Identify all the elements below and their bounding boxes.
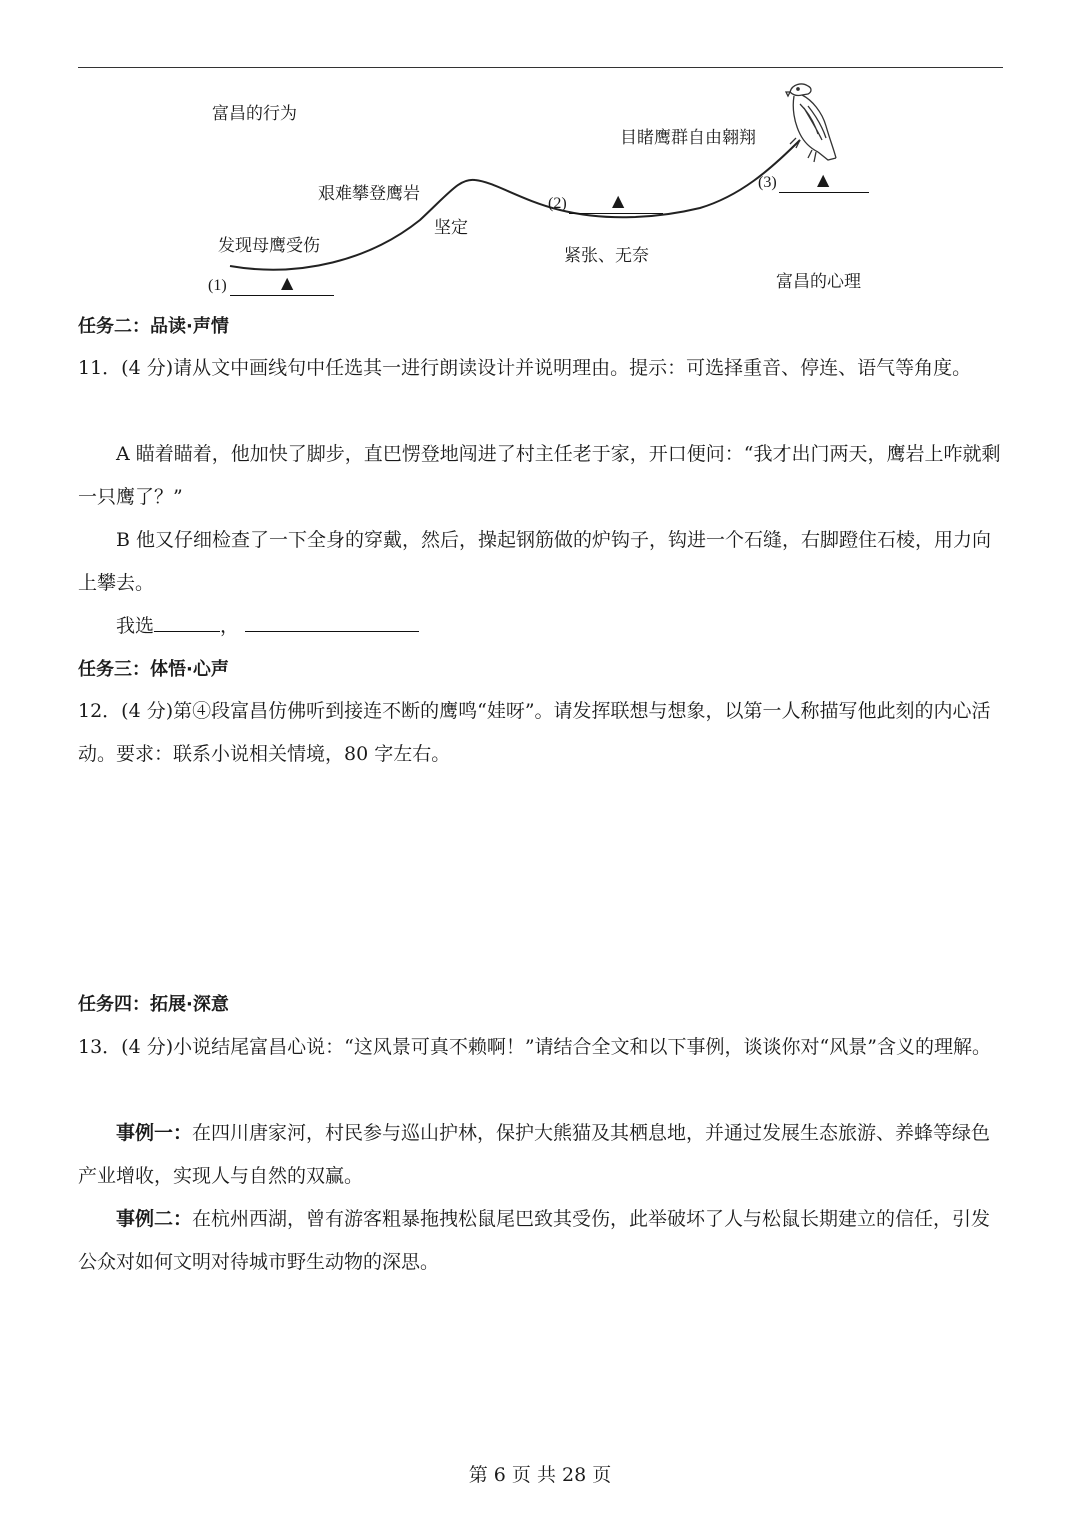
question-11: 11．(4 分)请从文中画线句中任选其一进行朗读设计并说明理由。提示：可选择重音、停连、语气等角度。	[78, 357, 972, 379]
example-1-label: 事例一：	[116, 1122, 193, 1144]
reason-blank[interactable]	[245, 613, 419, 632]
page-footer: 第 6 页 共 28 页	[468, 1464, 612, 1486]
blank-2-line[interactable]	[569, 213, 663, 214]
triangle-icon: ▲	[817, 170, 830, 189]
blank-1-line[interactable]	[230, 295, 334, 296]
example-1-text: 在四川唐家河，村民参与巡山护林，保护大熊猫及其栖息地，并通过发展生态旅游、养蜂等绿色产业增收，实现人与自然的双赢。	[78, 1122, 991, 1187]
example-2-label: 事例二：	[116, 1208, 193, 1230]
diagram-psych-title: 富昌的心理	[776, 272, 861, 292]
example-2	[78, 1198, 1003, 1284]
answer-separator: ，	[220, 615, 240, 637]
behavior-1: 发现母鹰受伤	[218, 236, 320, 256]
blank-2-number: (2)	[548, 195, 567, 212]
example-2-text: 在杭州西湖，曾有游客粗暴拖拽松鼠尾巴致其受伤，此举破坏了人与松鼠长期建立的信任，引发公众对如何文明对待城市野生动物的深思。	[78, 1208, 991, 1273]
top-rule	[78, 67, 1003, 68]
blank-3-line[interactable]	[779, 192, 869, 193]
example-1	[78, 1112, 1003, 1198]
feeling-1: 坚定	[434, 218, 468, 238]
question-13: 13．(4 分)小说结尾富昌心说：“这风景可真不赖啊！”请结合全文和以下事例，谈谈你对“风景”含义的理解。	[78, 1036, 991, 1058]
option-a: A 瞄着瞄着，他加快了脚步，直巴愣登地闯进了村主任老于家，开口便问：“我才出门两天，鹰岩上咋就剩一只鹰了？”	[78, 443, 1001, 508]
eagle-icon	[778, 78, 848, 168]
answer-prefix: 我选	[116, 615, 155, 637]
answer-space[interactable]	[78, 780, 1003, 980]
behavior-2: 艰难攀登鹰岩	[318, 184, 420, 204]
plot-curve	[0, 70, 1080, 310]
choice-blank[interactable]	[154, 613, 220, 632]
task2-heading: 任务二：品读·声情	[78, 316, 229, 337]
task3-heading: 任务三：体悟·心声	[78, 659, 229, 680]
answer-line	[78, 605, 1003, 648]
feeling-2: 紧张、无奈	[564, 246, 649, 266]
diagram-behavior-title: 富昌的行为	[212, 104, 297, 124]
triangle-icon: ▲	[281, 273, 294, 292]
blank-3-number: (3)	[758, 174, 777, 191]
blank-1-number: (1)	[208, 277, 227, 294]
option-b: B 他又仔细检查了一下全身的穿戴，然后，操起钢筋做的炉钩子，钩进一个石缝，右脚蹬住石棱，用力向上攀去。	[78, 529, 992, 594]
plot-diagram	[0, 70, 1080, 310]
triangle-icon: ▲	[612, 191, 625, 210]
task4-heading: 任务四：拓展·深意	[78, 994, 229, 1015]
behavior-3: 目睹鹰群自由翱翔	[620, 128, 756, 148]
question-12: 12．(4 分)第④段富昌仿佛听到接连不断的鹰鸣“娃呀”。请发挥联想与想象，以第一人称描写他此刻的内心活动。要求：联系小说相关情境，80 字左右。	[78, 700, 991, 765]
